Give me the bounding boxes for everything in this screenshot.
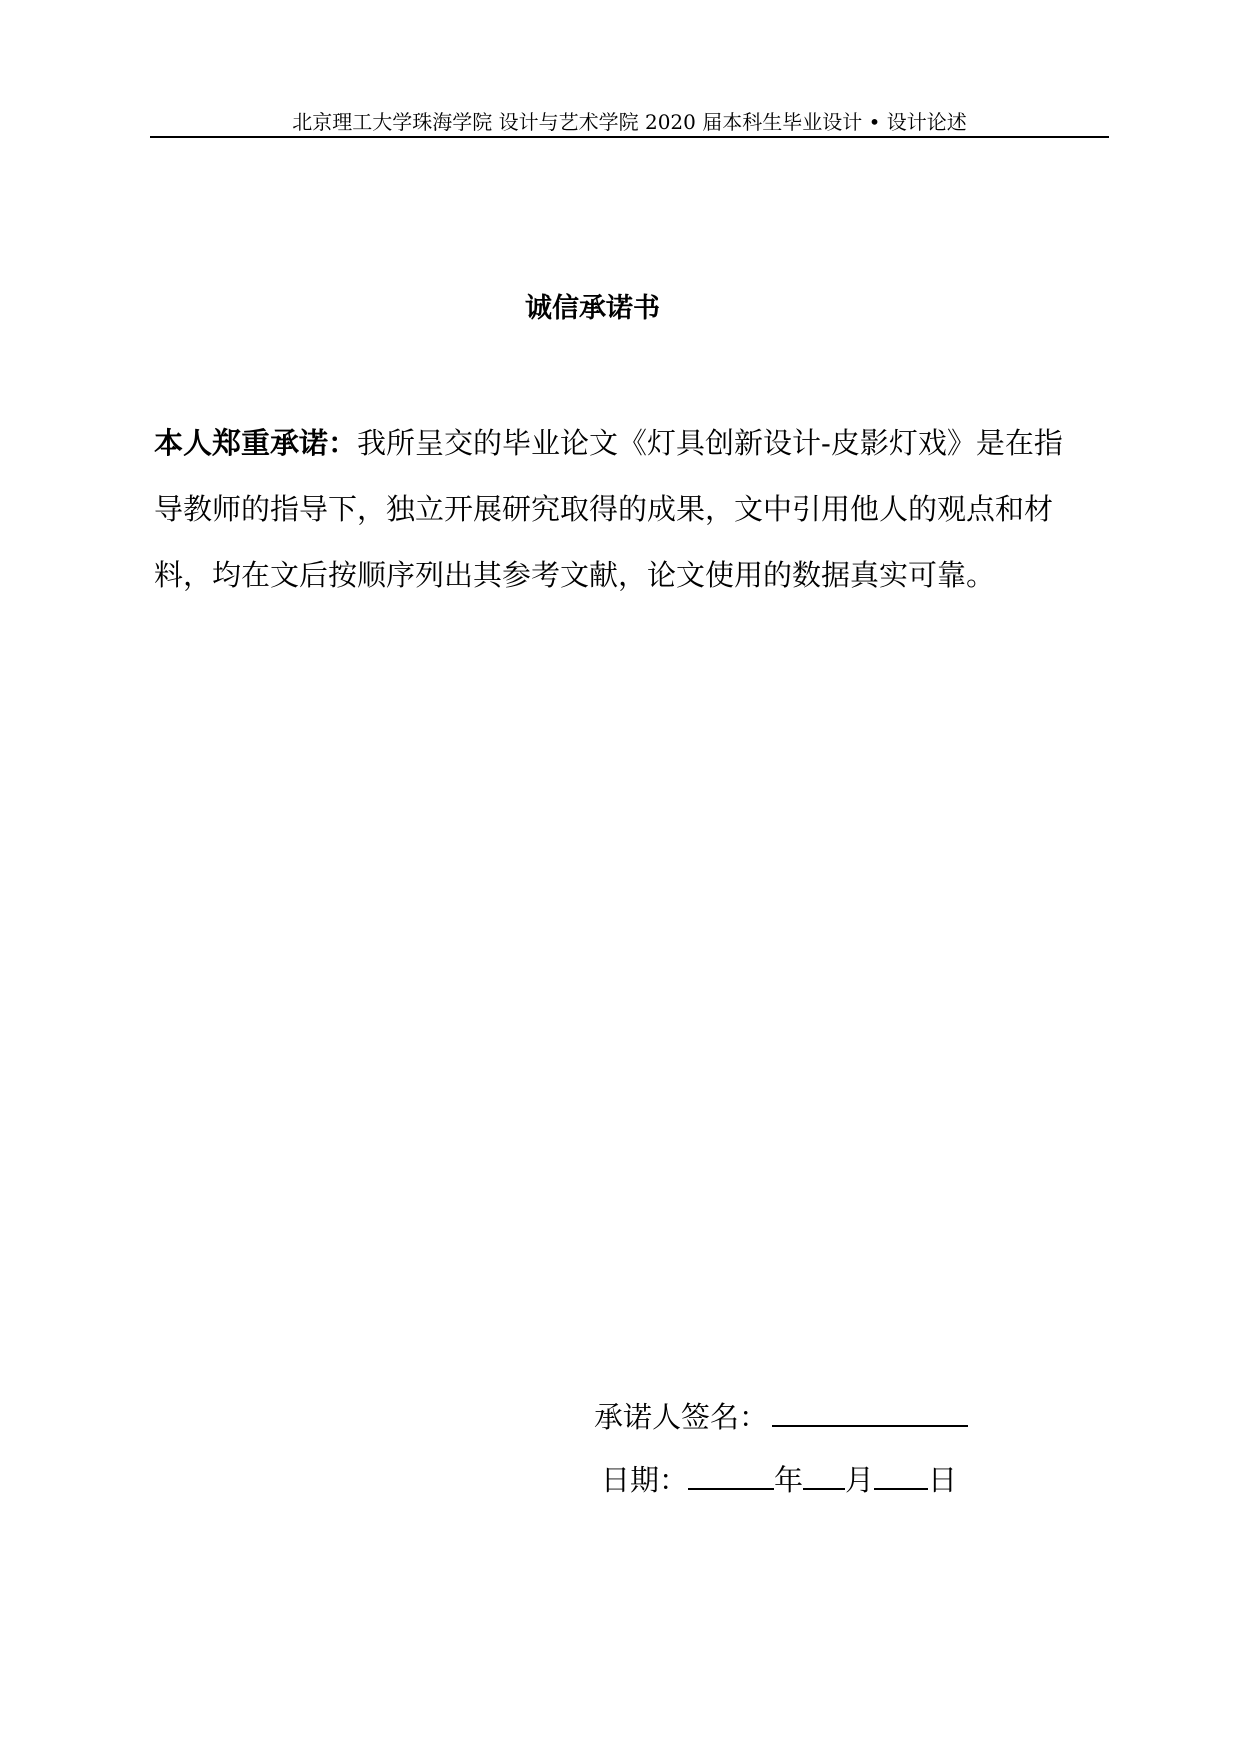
date-row [601,1458,957,1499]
year-label: 年 [774,1463,804,1497]
document-title: 诚信承诺书 [525,293,660,324]
day-label: 日 [928,1463,958,1497]
pledge-paragraph [154,410,1074,608]
pledge-lead: 本人郑重承诺： [154,426,358,460]
month-label: 月 [845,1463,875,1497]
signature-row [594,1395,968,1436]
page-header: 北京理工大学珠海学院 设计与艺术学院 2020 届本科生毕业设计 • 设计论述 [292,110,967,134]
year-field[interactable] [688,1462,774,1490]
signature-field[interactable] [772,1399,968,1427]
date-label: 日期： [601,1463,689,1497]
day-field[interactable] [874,1462,928,1490]
signature-label: 承诺人签名： [594,1400,769,1434]
month-field[interactable] [803,1462,845,1490]
header-rule [150,136,1109,138]
pledge-text: 我所呈交的毕业论文《灯具创新设计-皮影灯戏》是在指导教师的指导下，独立开展研究取得的成果，文中引用他人的观点和材料，均在文后按顺序列出其参考文献，论文使用的数据真实可靠。 [154,426,1063,592]
